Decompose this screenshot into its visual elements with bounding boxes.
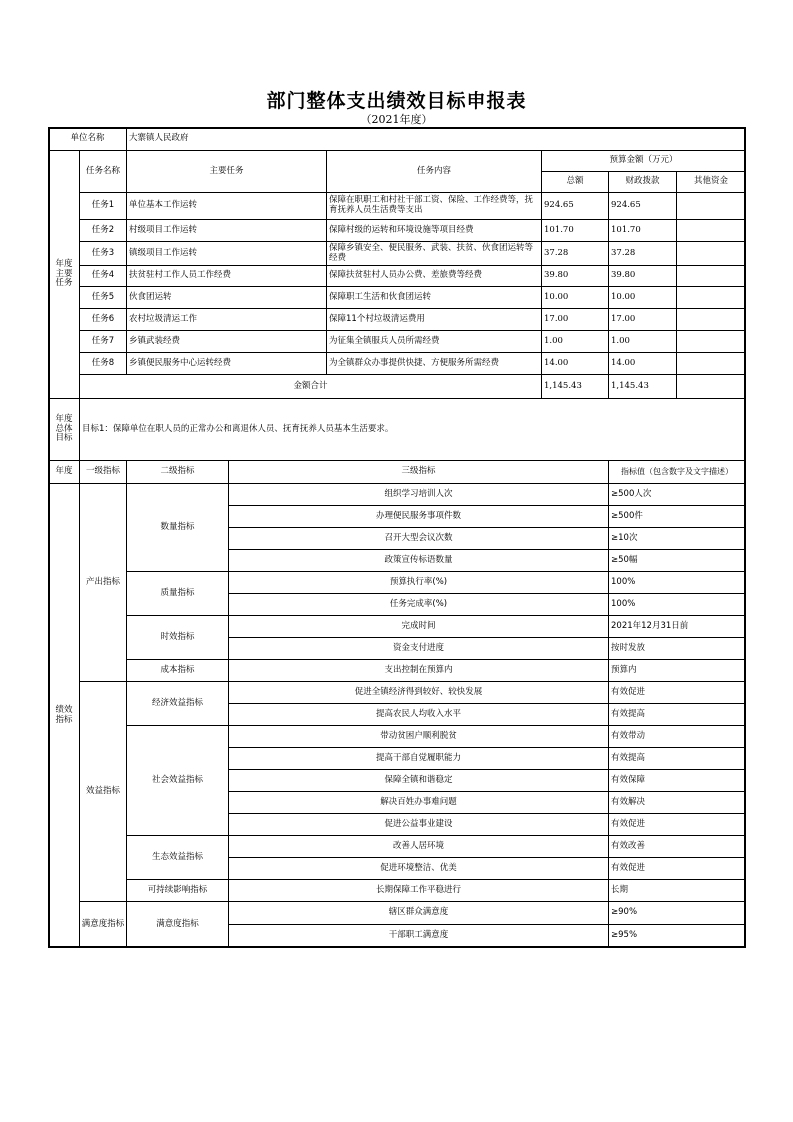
indicator-value: ≥10次 bbox=[608, 527, 746, 550]
level1-benefit: 效益指标 bbox=[79, 681, 127, 902]
indicator-value: 有效促进 bbox=[608, 857, 746, 880]
level2-cell: 社会效益指标 bbox=[126, 725, 229, 836]
level2-cell: 数量指标 bbox=[126, 483, 229, 572]
indicator-value: 100% bbox=[608, 571, 746, 594]
task-row-total: 37.28 bbox=[541, 241, 609, 266]
header-value: 指标值（包含数字及文字描述） bbox=[608, 460, 746, 484]
level2-cell: 生态效益指标 bbox=[126, 835, 229, 880]
level3-cell: 带动贫困户顺利脱贫 bbox=[228, 725, 609, 748]
task-row-total: 1.00 bbox=[541, 330, 609, 353]
level3-cell: 长期保障工作平稳进行 bbox=[228, 879, 609, 902]
level3-cell: 提高农民人均收入水平 bbox=[228, 703, 609, 726]
indicator-value: ≥500件 bbox=[608, 505, 746, 528]
goal-text: 目标1：保障单位在职人员的正常办公和离退休人员、抚育抚养人员基本生活要求。 bbox=[79, 398, 746, 461]
indicator-value: ≥50幅 bbox=[608, 549, 746, 572]
level3-cell: 任务完成率(%) bbox=[228, 593, 609, 616]
indicator-value: 有效提高 bbox=[608, 703, 746, 726]
task-row-task: 农村垃圾清运工作 bbox=[126, 308, 327, 331]
task-row-task: 扶贫驻村工作人员工作经费 bbox=[126, 265, 327, 287]
header-level3: 三级指标 bbox=[228, 460, 609, 484]
level2-cell: 满意度指标 bbox=[126, 901, 229, 948]
header-level1: 一级指标 bbox=[79, 460, 127, 484]
header-budget: 预算金额（万元） bbox=[541, 150, 746, 172]
task-row-content: 保障扶贫驻村人员办公费、差旅费等经费 bbox=[326, 265, 542, 287]
level2-cell: 时效指标 bbox=[126, 615, 229, 660]
level1-output: 产出指标 bbox=[79, 483, 127, 682]
task-row-content: 保障在职职工和村社干部工资、保险、工作经费等，抚育抚养人员生活费等支出 bbox=[326, 192, 542, 220]
level3-cell: 促进公益事业建设 bbox=[228, 813, 609, 836]
task-row-content: 保障乡镇安全、便民服务、武装、扶贫、伙食团运转等经费 bbox=[326, 241, 542, 266]
indicator-value: 2021年12月31日前 bbox=[608, 615, 746, 638]
sum-fiscal: 1,145.43 bbox=[608, 374, 677, 399]
task-row-fiscal: 14.00 bbox=[608, 352, 677, 375]
sum-label: 金额合计 bbox=[79, 374, 542, 399]
header-total: 总额 bbox=[541, 171, 609, 193]
level3-cell: 促进环境整洁、优美 bbox=[228, 857, 609, 880]
unit-name-value: 大寨镇人民政府 bbox=[126, 127, 746, 151]
header-task-content: 任务内容 bbox=[326, 150, 542, 193]
task-row-task: 乡镇武装经费 bbox=[126, 330, 327, 353]
level3-cell: 提高干部自觉履职能力 bbox=[228, 747, 609, 770]
task-row-total: 10.00 bbox=[541, 286, 609, 309]
indicator-side-label: 绩效指标 bbox=[48, 483, 80, 948]
task-row-total: 101.70 bbox=[541, 219, 609, 242]
indicator-value: 预算内 bbox=[608, 659, 746, 682]
task-row-task: 伙食团运转 bbox=[126, 286, 327, 309]
indicator-value: ≥95% bbox=[608, 924, 746, 948]
task-row-name: 任务4 bbox=[79, 265, 127, 287]
indicator-value: 有效保障 bbox=[608, 769, 746, 792]
task-row-task: 单位基本工作运转 bbox=[126, 192, 327, 220]
header-other: 其他资金 bbox=[676, 171, 746, 193]
indicator-value: 有效提高 bbox=[608, 747, 746, 770]
task-row-total: 924.65 bbox=[541, 192, 609, 220]
page-title: 部门整体支出绩效目标申报表 bbox=[266, 90, 527, 112]
indicator-value: ≥90% bbox=[608, 901, 746, 925]
task-row-task: 村级项目工作运转 bbox=[126, 219, 327, 242]
table-border bbox=[48, 127, 746, 948]
indicator-value: 按时发放 bbox=[608, 637, 746, 660]
task-row-content: 保障村级的运转和环境设施等项目经费 bbox=[326, 219, 542, 242]
indicator-value: 有效促进 bbox=[608, 681, 746, 704]
level3-cell: 解决百姓办事难问题 bbox=[228, 791, 609, 814]
header-fiscal: 财政拨款 bbox=[608, 171, 677, 193]
indicator-value: 有效促进 bbox=[608, 813, 746, 836]
task-row-name: 任务2 bbox=[79, 219, 127, 242]
level3-cell: 支出控制在预算内 bbox=[228, 659, 609, 682]
level3-cell: 组织学习培训人次 bbox=[228, 483, 609, 506]
sum-total: 1,145.43 bbox=[541, 374, 609, 399]
task-row-total: 17.00 bbox=[541, 308, 609, 331]
task-row-fiscal: 39.80 bbox=[608, 265, 677, 287]
task-row-fiscal: 17.00 bbox=[608, 308, 677, 331]
level3-cell: 干部职工满意度 bbox=[228, 924, 609, 948]
tasks-side-label: 年度主要任务 bbox=[48, 150, 80, 399]
unit-name-label: 单位名称 bbox=[48, 127, 127, 151]
level3-cell: 办理便民服务事项件数 bbox=[228, 505, 609, 528]
page-subtitle: （2021年度） bbox=[360, 113, 433, 126]
task-row-fiscal: 924.65 bbox=[608, 192, 677, 220]
task-row-total: 39.80 bbox=[541, 265, 609, 287]
level2-cell: 可持续影响指标 bbox=[126, 879, 229, 902]
level3-cell: 完成时间 bbox=[228, 615, 609, 638]
level3-cell: 政策宣传标语数量 bbox=[228, 549, 609, 572]
level2-cell: 经济效益指标 bbox=[126, 681, 229, 726]
indicator-value: 长期 bbox=[608, 879, 746, 902]
task-row-name: 任务5 bbox=[79, 286, 127, 309]
level3-cell: 保障全镇和谐稳定 bbox=[228, 769, 609, 792]
level3-cell: 辖区群众满意度 bbox=[228, 901, 609, 925]
task-row-task: 镇级项目工作运转 bbox=[126, 241, 327, 266]
task-row-total: 14.00 bbox=[541, 352, 609, 375]
level2-cell: 质量指标 bbox=[126, 571, 229, 616]
task-row-fiscal: 10.00 bbox=[608, 286, 677, 309]
task-row-name: 任务3 bbox=[79, 241, 127, 266]
level2-cell: 成本指标 bbox=[126, 659, 229, 682]
level1-satisfaction: 满意度指标 bbox=[79, 901, 127, 948]
indicator-value: ≥500人次 bbox=[608, 483, 746, 506]
indicator-side-top: 年度 bbox=[48, 460, 80, 484]
task-row-name: 任务7 bbox=[79, 330, 127, 353]
task-row-content: 为征集全镇服兵人员所需经费 bbox=[326, 330, 542, 353]
level3-cell: 促进全镇经济得到较好、较快发展 bbox=[228, 681, 609, 704]
level3-cell: 资金支付进度 bbox=[228, 637, 609, 660]
header-task-name: 任务名称 bbox=[79, 150, 127, 193]
task-row-content: 为全镇群众办事提供快捷、方便服务所需经费 bbox=[326, 352, 542, 375]
indicator-value: 有效解决 bbox=[608, 791, 746, 814]
header-main-task: 主要任务 bbox=[126, 150, 327, 193]
task-row-content: 保障职工生活和伙食团运转 bbox=[326, 286, 542, 309]
task-row-fiscal: 101.70 bbox=[608, 219, 677, 242]
task-row-fiscal: 37.28 bbox=[608, 241, 677, 266]
level3-cell: 召开大型会议次数 bbox=[228, 527, 609, 550]
indicator-value: 有效带动 bbox=[608, 725, 746, 748]
level3-cell: 预算执行率(%) bbox=[228, 571, 609, 594]
goal-side-label: 年度总体目标 bbox=[48, 398, 80, 461]
task-row-name: 任务1 bbox=[79, 192, 127, 220]
indicator-value: 有效改善 bbox=[608, 835, 746, 858]
task-row-name: 任务8 bbox=[79, 352, 127, 375]
task-row-content: 保障11个村垃圾清运费用 bbox=[326, 308, 542, 331]
task-row-name: 任务6 bbox=[79, 308, 127, 331]
indicator-value: 100% bbox=[608, 593, 746, 616]
header-level2: 二级指标 bbox=[126, 460, 229, 484]
task-row-task: 乡镇便民服务中心运转经费 bbox=[126, 352, 327, 375]
task-row-fiscal: 1.00 bbox=[608, 330, 677, 353]
level3-cell: 改善人居环境 bbox=[228, 835, 609, 858]
